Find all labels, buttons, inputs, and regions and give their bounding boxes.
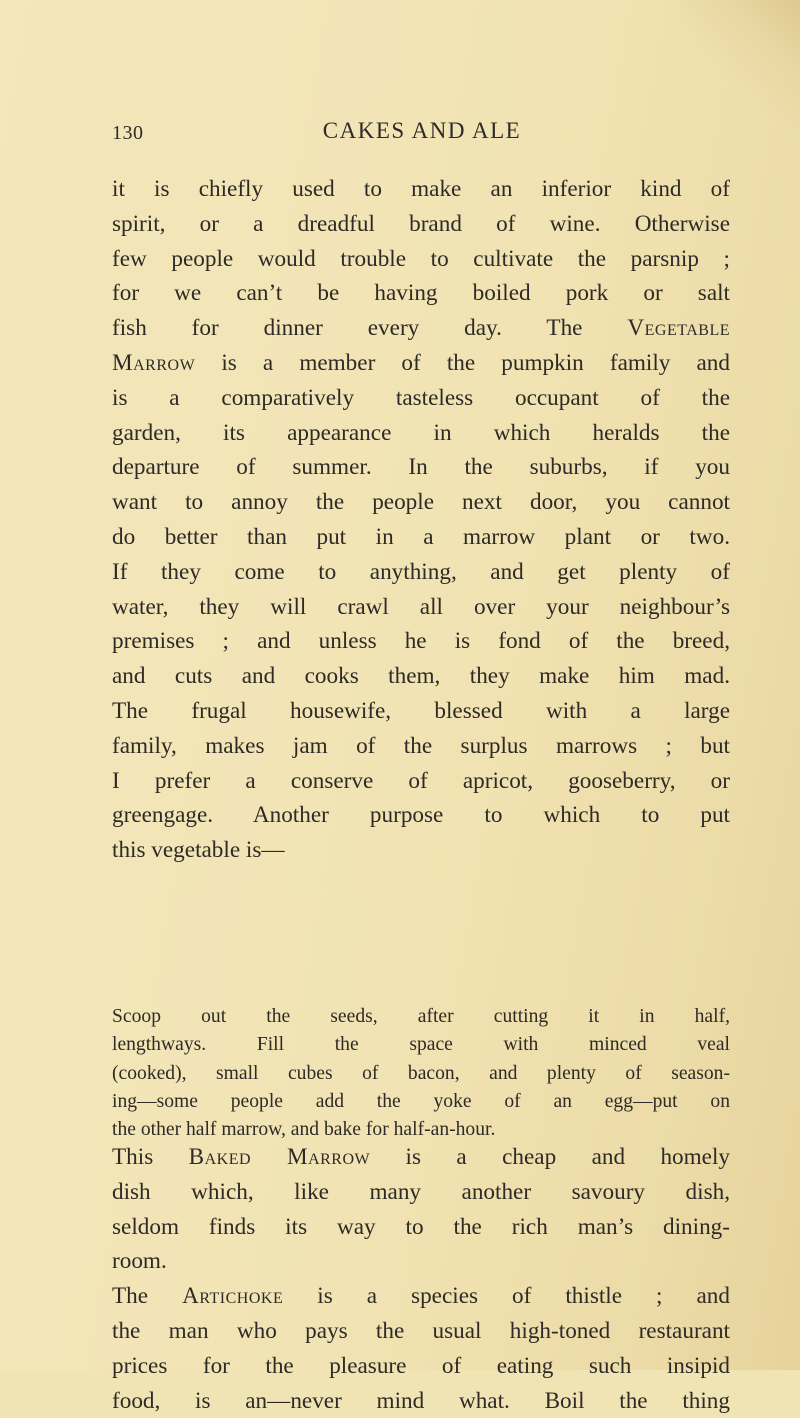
recipe-paragraph <box>112 1003 730 1144</box>
text-line: greengage. Another purpose to which to put <box>112 802 730 829</box>
text-line: it is chiefly used to make an inferior kind of <box>112 176 730 202</box>
text-line <box>112 1279 730 1314</box>
text-line: If they come to anything, and get plenty of <box>112 558 730 585</box>
text-segment: This <box>112 1144 154 1170</box>
text-line: prices for the pleasure of eating such insipid <box>112 1352 730 1379</box>
text-line <box>112 311 730 346</box>
recipe-line: (cooked), small cubes of bacon, and plenty of season- <box>112 1062 730 1084</box>
small-caps-term: Vegetable <box>627 315 730 342</box>
text-line: for we can’t be having boiled pork or salt <box>112 280 730 307</box>
recipe-line: lengthways. Fill the space with minced veal <box>112 1034 730 1056</box>
text-line: this vegetable is— <box>112 837 285 864</box>
text-line: dish which, like many another savoury dish, <box>112 1178 730 1205</box>
text-line: water, they will crawl all over your neighbour’s <box>112 593 730 620</box>
body-paragraph <box>112 172 730 868</box>
text-line: do better than put in a marrow plant or two. <box>112 523 730 550</box>
text-line: family, makes jam of the surplus marrows ; but <box>112 732 730 759</box>
recipe-line: Scoop out the seeds, after cutting it in half, <box>112 1006 730 1027</box>
text-segment: The <box>112 1283 149 1310</box>
text-segment: fish for dinner every day. The <box>112 315 583 342</box>
text-line: I prefer a conserve of apricot, gooseberry, or <box>112 767 730 794</box>
text-line: food, is an—never mind what. Boil the thing <box>112 1387 730 1414</box>
recipe-line: ing—some people add the yoke of an egg—put on <box>112 1090 730 1112</box>
text-line <box>112 346 730 381</box>
body-paragraph-2 <box>112 1140 730 1418</box>
text-line: room. <box>112 1248 167 1275</box>
text-segment: is a member of the pumpkin family and <box>221 349 730 376</box>
running-header <box>112 118 732 158</box>
small-caps-term: Baked Marrow <box>188 1144 371 1170</box>
text-line: want to annoy the people next door, you cannot <box>112 489 730 516</box>
text-line: garden, its appearance in which heralds the <box>112 419 730 446</box>
text-line: is a comparatively tasteless occupant of the <box>112 384 730 411</box>
page-corner-shading <box>680 0 800 130</box>
text-line <box>112 1140 730 1175</box>
page-number: 130 <box>112 122 144 144</box>
text-line: spirit, or a dreadful brand of wine. Otherwise <box>112 210 730 237</box>
small-caps-term: Artichoke <box>182 1283 284 1310</box>
small-caps-term: Marrow <box>112 349 196 376</box>
text-segment: is a species of thistle ; and <box>317 1283 730 1310</box>
text-line: seldom finds its way to the rich man’s dining- <box>112 1213 730 1240</box>
text-line: and cuts and cooks them, they make him mad. <box>112 663 730 690</box>
running-title: CAKES AND ALE <box>322 118 522 143</box>
recipe-line: the other half marrow, and bake for half-an-hour. <box>112 1119 496 1141</box>
text-line: departure of summer. In the suburbs, if you <box>112 454 730 481</box>
text-line: the man who pays the usual high-toned restaurant <box>112 1317 730 1344</box>
text-line: The frugal housewife, blessed with a large <box>112 697 730 724</box>
text-line: few people would trouble to cultivate the parsnip ; <box>112 245 730 272</box>
text-line: premises ; and unless he is fond of the breed, <box>112 628 730 655</box>
text-segment: is a cheap and homely <box>405 1144 730 1170</box>
